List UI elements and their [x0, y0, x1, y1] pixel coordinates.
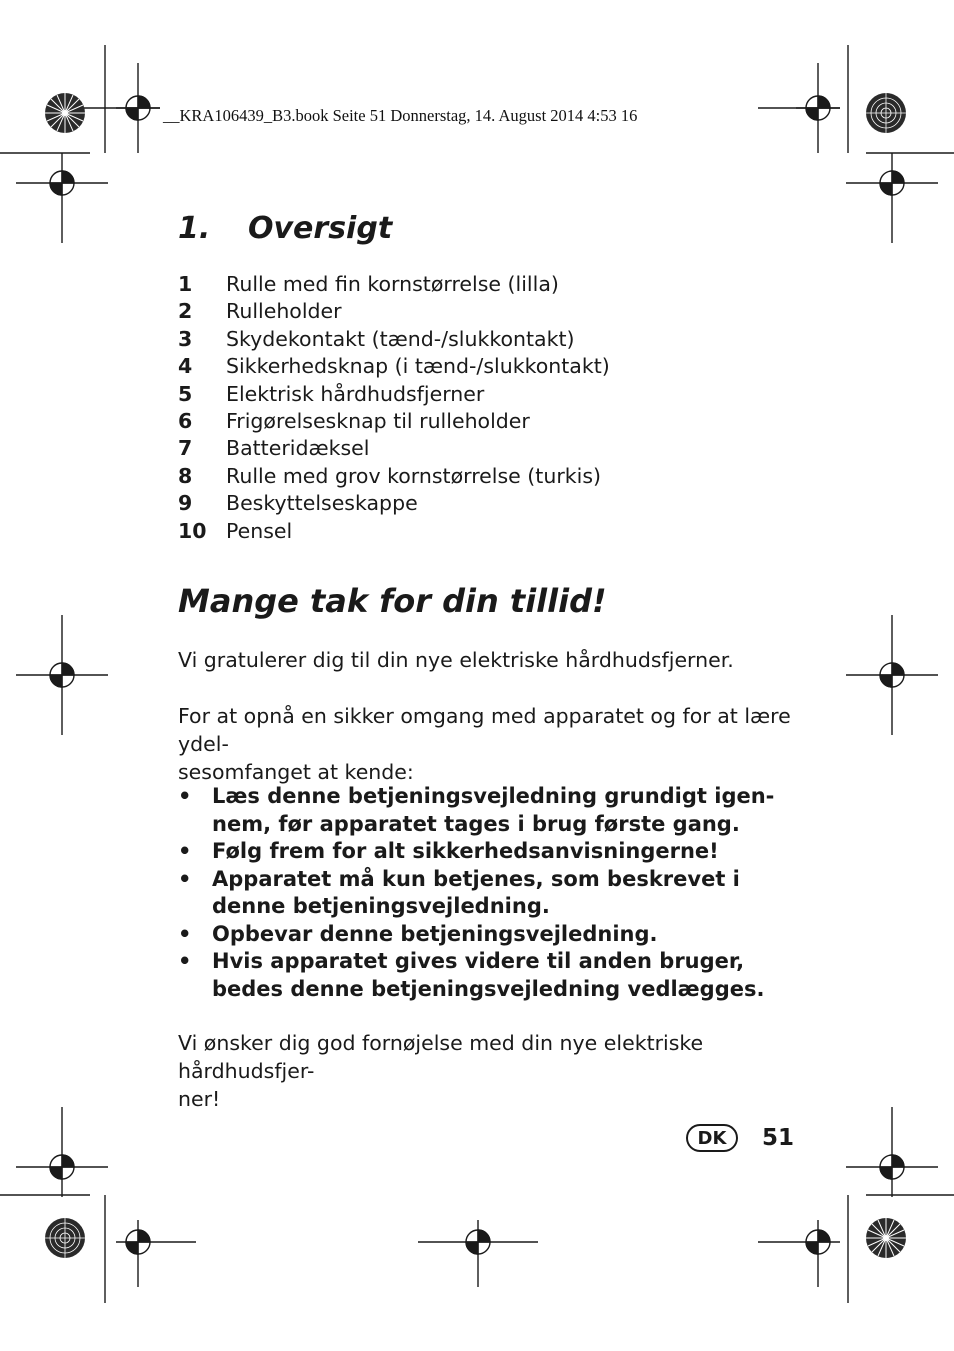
bullet-text: Apparatet må kun betjenes, som beskrevet i denne betjeningsvejledning.	[212, 866, 740, 918]
part-label: Rulle med grov kornstørrelse (turkis)	[226, 463, 601, 488]
bullet-icon: •	[178, 866, 192, 891]
part-number: 5	[178, 381, 193, 406]
part-number: 10	[178, 518, 207, 543]
part-label: Frigørelsesknap til rulleholder	[226, 408, 530, 433]
part-label: Sikkerhedsknap (i tænd-/slukkontakt)	[226, 354, 610, 379]
part-number: 1	[178, 272, 193, 296]
part-label: Skydekontakt (tænd-/slukkontakt)	[226, 326, 575, 351]
language-badge: DK	[686, 1124, 738, 1152]
part-number: 3	[178, 326, 193, 351]
part-number: 9	[178, 491, 193, 516]
purpose-paragraph: For at opnå en sikker omgang med apparatet og for at lære ydel- sesomfanget at kende:	[178, 704, 791, 784]
parts-list	[178, 272, 610, 546]
page-footer	[686, 1124, 794, 1152]
instructions-list	[178, 783, 818, 1003]
part-number: 2	[178, 299, 193, 324]
list-item	[178, 409, 610, 436]
intro-paragraph: Vi gratulerer dig til din nye elektriske hårdhudsfjerner.	[178, 648, 734, 672]
section-heading-oversigt	[178, 211, 392, 246]
list-item	[178, 464, 610, 491]
print-slug: __KRA106439_B3.book Seite 51 Donnerstag, 14. August 2014 4:53 16	[163, 106, 638, 125]
thanks-heading: Mange tak for din tillid!	[178, 582, 607, 620]
part-label: Rulle med fin kornstørrelse (lilla)	[226, 272, 559, 296]
list-item	[178, 838, 818, 866]
bullet-icon: •	[178, 949, 192, 973]
part-number: 7	[178, 436, 193, 461]
bullet-text: Følg frem for alt sikkerhedsanvisningerne!	[212, 839, 719, 863]
part-label: Rulleholder	[226, 299, 342, 324]
section-number: 1.	[178, 211, 211, 246]
part-label: Batteridæksel	[226, 436, 370, 461]
bullet-text: Hvis apparatet gives videre til anden bruger, bedes denne betjeningsvejledning vedlægges.	[212, 949, 765, 1001]
list-item	[178, 519, 610, 546]
list-item	[178, 783, 818, 838]
section-title: Oversigt	[248, 211, 393, 246]
bullet-icon: •	[178, 784, 192, 808]
part-number: 6	[178, 408, 193, 433]
list-item	[178, 272, 610, 299]
list-item	[178, 436, 610, 463]
bullet-text: Opbevar denne betjeningsvejledning.	[212, 921, 658, 946]
part-label: Elektrisk hårdhudsfjerner	[226, 381, 485, 406]
list-item	[178, 491, 610, 518]
part-label: Beskyttelseskappe	[226, 491, 418, 516]
part-label: Pensel	[226, 518, 293, 543]
list-item	[178, 948, 818, 1003]
list-item	[178, 327, 610, 354]
page-number: 51	[762, 1125, 795, 1151]
list-item	[178, 921, 818, 949]
closing-paragraph: Vi ønsker dig god fornøjelse med din nye elektriske hårdhudsfjer- ner!	[178, 1031, 704, 1111]
list-item	[178, 299, 610, 326]
list-item	[178, 354, 610, 381]
list-item	[178, 866, 818, 921]
part-number: 8	[178, 463, 193, 488]
bullet-text: Læs denne betjeningsvejledning grundigt igen- nem, før apparatet tages i brug første gang.	[212, 784, 775, 836]
bullet-icon: •	[178, 839, 192, 863]
list-item	[178, 382, 610, 409]
bullet-icon: •	[178, 921, 192, 946]
part-number: 4	[178, 354, 193, 379]
